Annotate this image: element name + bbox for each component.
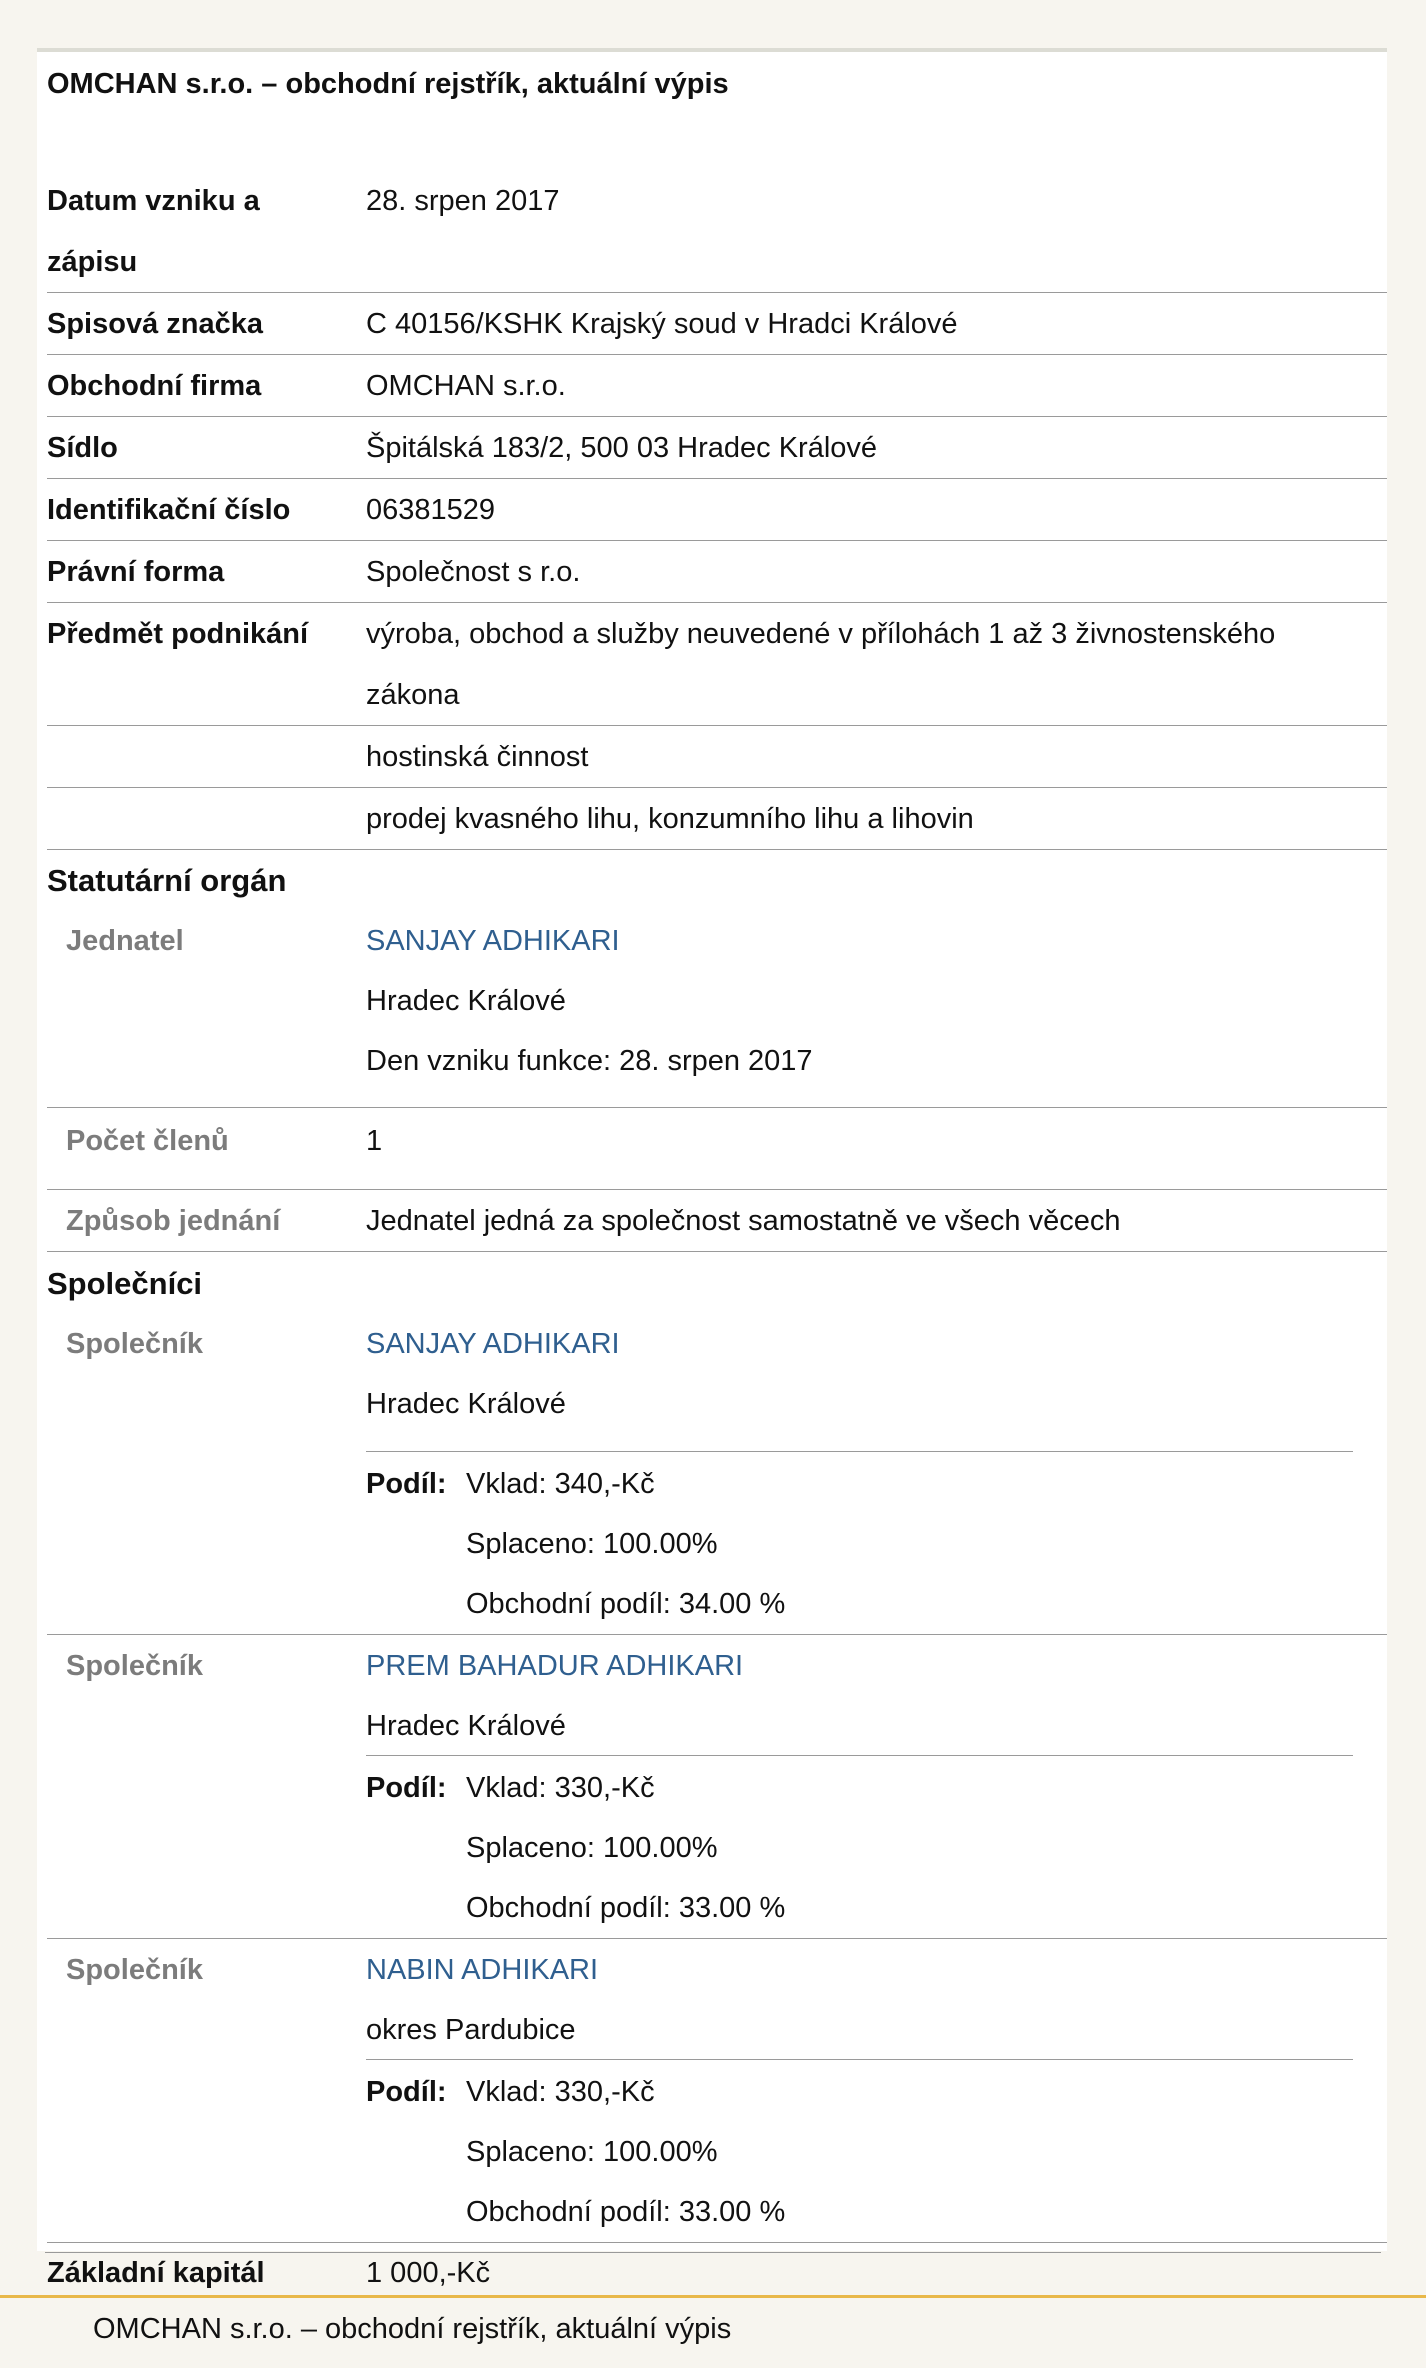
row-divider xyxy=(47,416,1387,417)
zpusob-jednani-label: Způsob jednání xyxy=(66,1205,281,1237)
jednatel-label: Jednatel xyxy=(66,925,184,957)
podil-divider xyxy=(366,2059,1353,2060)
document-title: OMCHAN s.r.o. – obchodní rejstřík, aktuální výpis xyxy=(47,68,729,100)
podil-label: Podíl: xyxy=(366,2076,447,2108)
row-divider xyxy=(47,354,1387,355)
obchodni-podil-value: Obchodní podíl: 34.00 % xyxy=(466,1588,786,1620)
pocet-clenu-value: 1 xyxy=(366,1125,383,1157)
ico-label: Identifikační číslo xyxy=(47,494,291,526)
row-divider xyxy=(47,1634,1387,1635)
podil-divider xyxy=(366,1451,1353,1452)
vklad-value: Vklad: 330,-Kč xyxy=(466,1772,655,1804)
ico-value: 06381529 xyxy=(366,494,496,526)
spolecnik-name-link[interactable]: PREM BAHADUR ADHIKARI xyxy=(366,1650,744,1682)
sidlo-value: Špitálská 183/2, 500 03 Hradec Králové xyxy=(366,432,878,464)
vklad-value: Vklad: 340,-Kč xyxy=(466,1468,655,1500)
jednatel-name-link[interactable]: SANJAY ADHIKARI xyxy=(366,925,620,957)
row-divider xyxy=(47,540,1387,541)
sidlo-label: Sídlo xyxy=(47,432,118,464)
row-divider xyxy=(47,1189,1387,1190)
spolecnik-place: okres Pardubice xyxy=(366,2014,576,2046)
spolecnik-name-link[interactable]: SANJAY ADHIKARI xyxy=(366,1328,620,1360)
row-divider xyxy=(47,725,1387,726)
spolecnik-label: Společník xyxy=(66,1328,203,1360)
footer-rule xyxy=(0,2295,1426,2298)
zakladni-kapital-label: Základní kapitál xyxy=(47,2257,265,2289)
podil-label: Podíl: xyxy=(366,1468,447,1500)
row-divider xyxy=(47,292,1387,293)
pravni-forma-value: Společnost s r.o. xyxy=(366,556,581,588)
pocet-clenu-label: Počet členů xyxy=(66,1125,229,1157)
vklad-value: Vklad: 330,-Kč xyxy=(466,2076,655,2108)
spolecnik-name-link[interactable]: NABIN ADHIKARI xyxy=(366,1954,599,1986)
spolecnik-place: Hradec Králové xyxy=(366,1388,566,1420)
spolecnik-label: Společník xyxy=(66,1954,203,1986)
row-divider xyxy=(47,1251,1387,1252)
statutarni-heading: Statutární orgán xyxy=(47,863,287,898)
obchodni-firma-label: Obchodní firma xyxy=(47,370,262,402)
splaceno-value: Splaceno: 100.00% xyxy=(466,2136,718,2168)
obchodni-podil-value: Obchodní podíl: 33.00 % xyxy=(466,1892,786,1924)
predmet-item: prodej kvasného lihu, konzumního lihu a lihovin xyxy=(366,803,974,835)
jednatel-since: Den vzniku funkce: 28. srpen 2017 xyxy=(366,1045,813,1077)
spolecnik-place: Hradec Králové xyxy=(366,1710,566,1742)
row-divider xyxy=(47,1107,1387,1108)
predmet-item: hostinská činnost xyxy=(366,741,589,773)
spolecnik-label: Společník xyxy=(66,1650,203,1682)
splaceno-value: Splaceno: 100.00% xyxy=(466,1528,718,1560)
registry-extract-card xyxy=(37,48,1387,2289)
predmet-label: Předmět podnikání xyxy=(47,618,309,650)
obchodni-firma-value: OMCHAN s.r.o. xyxy=(366,370,566,402)
predmet-item: výroba, obchod a služby neuvedené v přílohách 1 až 3 živnostenského zákona xyxy=(366,618,1276,711)
podil-divider xyxy=(366,1755,1353,1756)
card-bottom-divider xyxy=(45,2252,1381,2253)
datum-vzniku-label: Datum vzniku a zápisu xyxy=(47,185,260,278)
spisova-znacka-label: Spisová značka xyxy=(47,308,263,340)
pravni-forma-label: Právní forma xyxy=(47,556,225,588)
row-divider xyxy=(47,1938,1387,1939)
spisova-znacka-value: C 40156/KSHK Krajský soud v Hradci Králové xyxy=(366,308,958,340)
footer-text: OMCHAN s.r.o. – obchodní rejstřík, aktuální výpis xyxy=(93,2313,732,2345)
datum-vzniku-value: 28. srpen 2017 xyxy=(366,185,560,217)
row-divider xyxy=(47,602,1387,603)
row-divider xyxy=(47,478,1387,479)
zpusob-jednani-value: Jednatel jedná za společnost samostatně ve všech věcech xyxy=(366,1205,1121,1237)
row-divider xyxy=(47,787,1387,788)
jednatel-place: Hradec Králové xyxy=(366,985,566,1017)
row-divider xyxy=(47,2242,1387,2243)
obchodni-podil-value: Obchodní podíl: 33.00 % xyxy=(466,2196,786,2228)
spolecnici-heading: Společníci xyxy=(47,1266,203,1301)
splaceno-value: Splaceno: 100.00% xyxy=(466,1832,718,1864)
zakladni-kapital-value: 1 000,-Kč xyxy=(366,2257,491,2289)
podil-label: Podíl: xyxy=(366,1772,447,1804)
